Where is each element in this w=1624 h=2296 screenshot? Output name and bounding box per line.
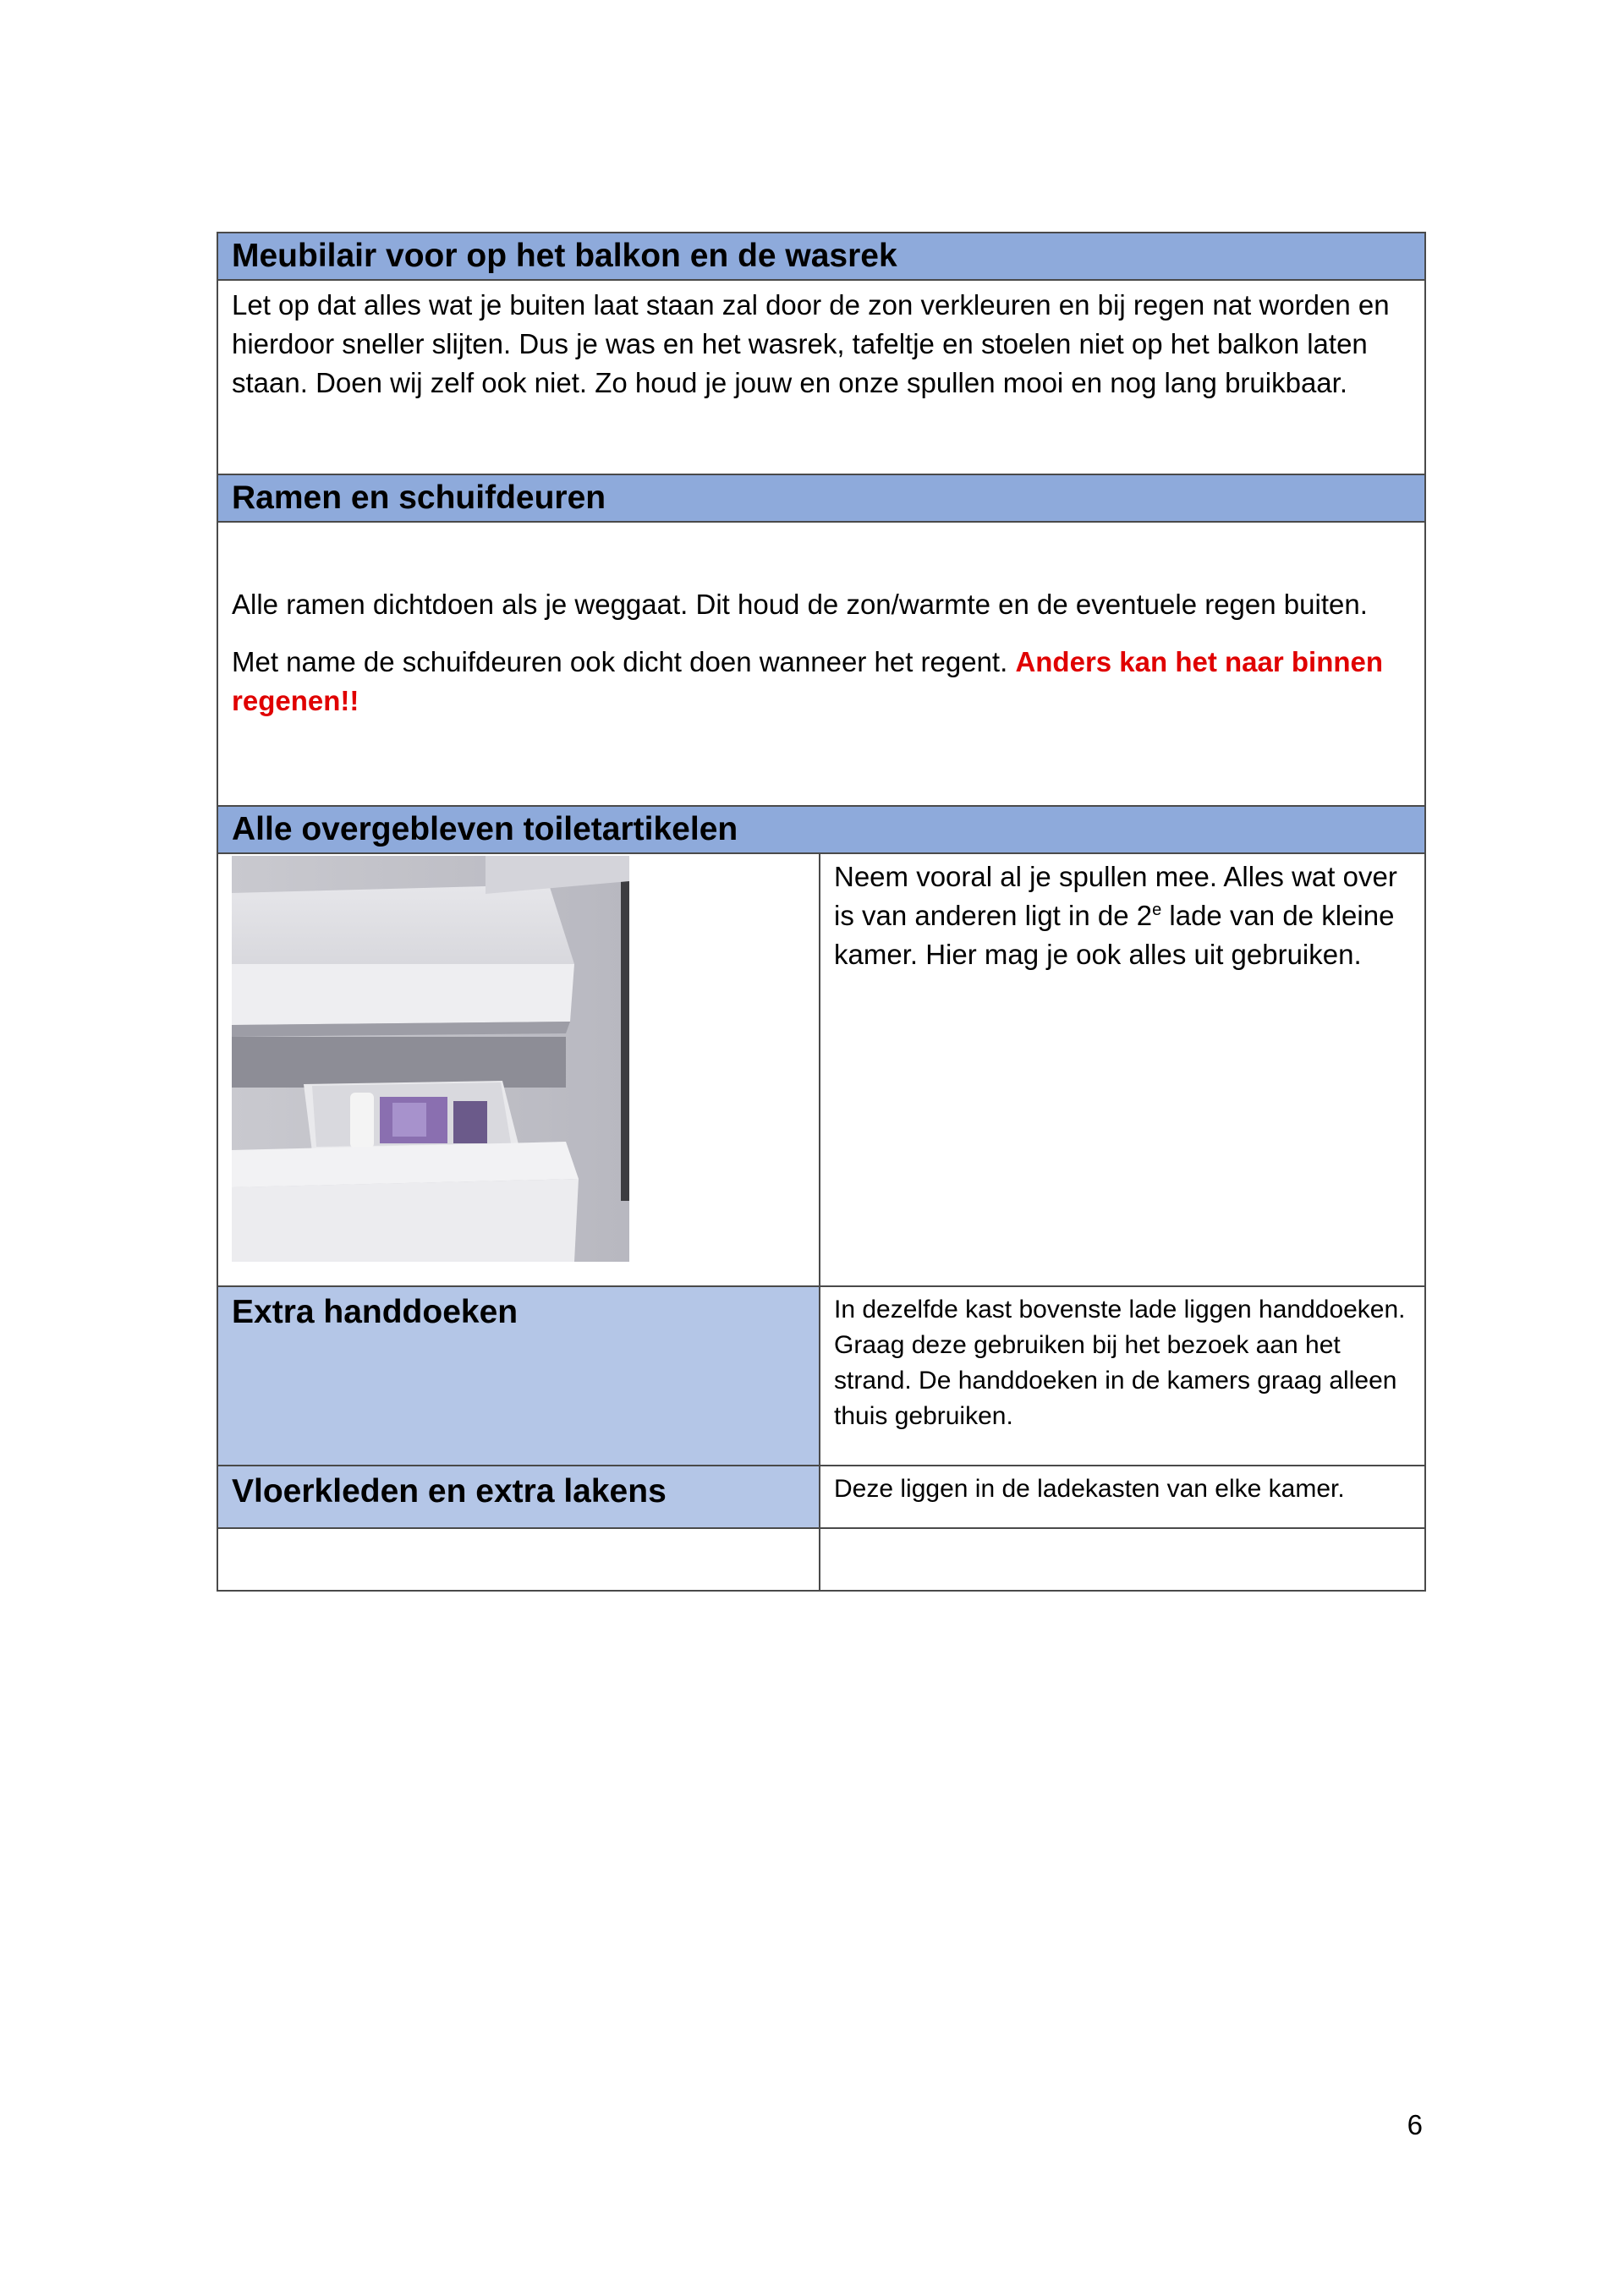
paragraph-meubilair: Let op dat alles wat je buiten laat staan zal door de zon verkleuren en bij regen nat worden en hierdoor sneller slijten. Dus je was en het wasrek, tafeltje en stoelen niet op het balkon laten staan. Doen wij zelf ook niet. Zo houd je jouw en onze spullen mooi en nog lang bruikbaar. xyxy=(232,289,1390,398)
info-table xyxy=(217,232,1426,1592)
section-toilet-header-row xyxy=(218,805,1424,852)
paragraph-ramen-2 xyxy=(232,643,1411,721)
photo-cell xyxy=(218,854,820,1285)
drawer-photo xyxy=(232,856,629,1262)
empty-cell-right xyxy=(820,1529,1424,1590)
empty-cell-left xyxy=(218,1529,820,1590)
paragraph-ramen-2-text: Met name de schuifdeuren ook dicht doen wanneer het regent. xyxy=(232,646,1016,677)
label-vloerkleden: Vloerkleden en extra lakens xyxy=(218,1466,820,1527)
section-meubilair-body-row xyxy=(218,279,1424,474)
section-ramen-body-row xyxy=(218,521,1424,805)
photo-wrap xyxy=(218,854,819,1262)
empty-row xyxy=(218,1527,1424,1590)
warning-text: Anders kan het naar binnen regenen!! xyxy=(232,646,1384,716)
section-title-ramen: Ramen en schuifdeuren xyxy=(218,475,1424,521)
section-text-ramen xyxy=(218,523,1424,805)
text-handdoeken: In dezelfde kast bovenste lade liggen handdoeken. Graag deze gebruiken bij het bezoek aan het strand. De handdoeken in de kamers graag alleen thuis gebruiken. xyxy=(834,1296,1406,1430)
toilet-text-superscript: e xyxy=(1152,901,1162,919)
section-vloerkleden-row xyxy=(218,1465,1424,1527)
text-vloerkleden: Deze liggen in de ladekasten van elke kamer. xyxy=(834,1475,1345,1503)
section-text-meubilair xyxy=(218,281,1424,474)
page-number: 6 xyxy=(1407,2109,1423,2140)
toilet-text-before: Neem vooral al je spullen mee. Alles wat over is van anderen ligt in de 2 xyxy=(834,861,1397,931)
paragraph-ramen-1: Alle ramen dichtdoen als je weggaat. Dit houd de zon/warmte en de eventuele regen buiten. xyxy=(232,589,1368,620)
section-toilet-body-row xyxy=(218,852,1424,1285)
label-handdoeken: Extra handdoeken xyxy=(218,1287,820,1465)
section-handdoeken-row xyxy=(218,1285,1424,1465)
section-title-toiletartikelen: Alle overgebleven toiletartikelen xyxy=(218,807,1424,852)
toilet-text-after: lade van de kleine kamer. Hier mag je ook alles uit gebruiken. xyxy=(834,900,1395,970)
section-ramen-header-row xyxy=(218,474,1424,521)
toilet-text-cell xyxy=(820,854,1424,1285)
section-title-meubilair: Meubilair voor op het balkon en de wasrek xyxy=(218,233,1424,279)
section-meubilair-header-row xyxy=(218,233,1424,279)
